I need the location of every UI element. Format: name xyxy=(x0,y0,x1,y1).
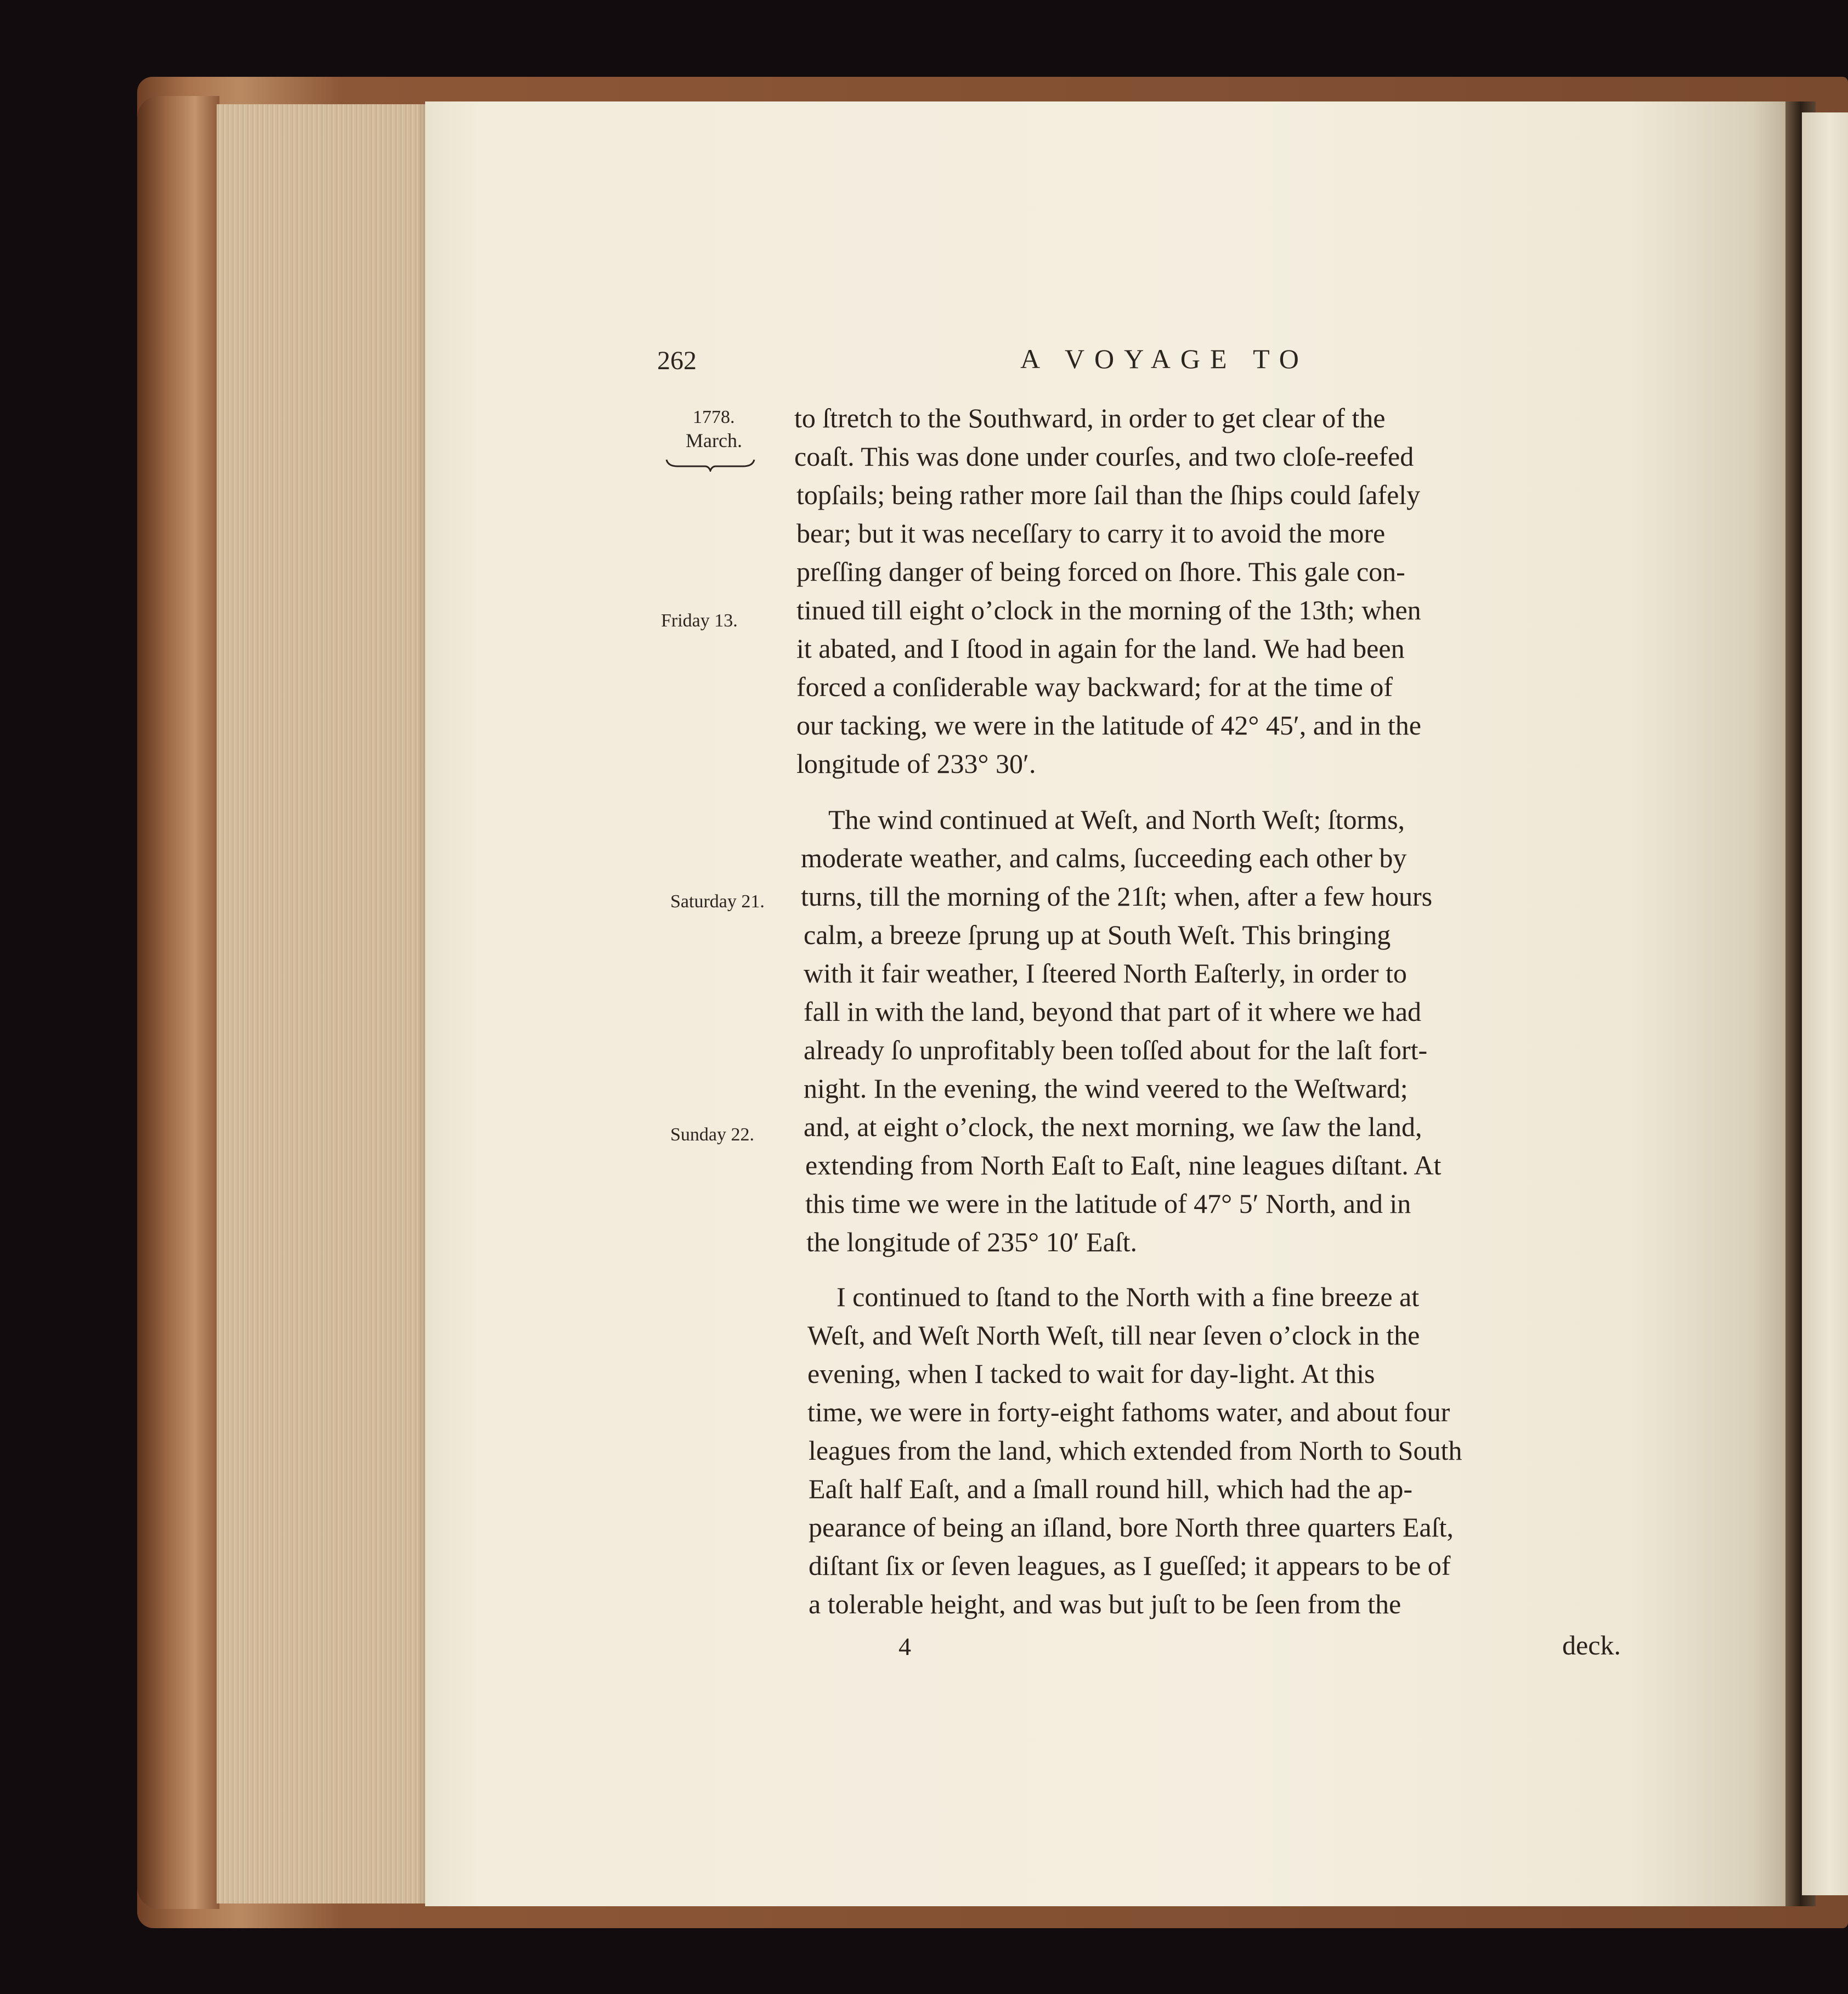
text-line: pearance of being an iſland, bore North three quarters Eaſt, xyxy=(809,1512,1454,1543)
text-line: with it fair weather, I ſteered North Eaſterly, in order to xyxy=(804,958,1407,988)
text-line: evening, when I tacked to wait for day-light. At this xyxy=(807,1358,1375,1389)
text-line: the longitude of 235° 10′ Eaſt. xyxy=(806,1227,1138,1257)
running-head: A VOYAGE TO xyxy=(1020,343,1309,374)
page-edges xyxy=(217,104,428,1903)
catchword: deck. xyxy=(1562,1630,1621,1660)
text-line: a tolerable height, and was but juſt to be ſeen from the xyxy=(809,1589,1401,1619)
margin-month: March. xyxy=(686,430,742,451)
text-line: leagues from the land, which extended from North to South xyxy=(809,1435,1462,1466)
text-line: time, we were in forty-eight fathoms water, and about four xyxy=(807,1397,1450,1427)
text-line: tinued till eight o’clock in the morning of the 13th; when xyxy=(796,595,1421,625)
text-line: turns, till the morning of the 21ſt; when, after a few hours xyxy=(801,881,1433,912)
signature-mark: 4 xyxy=(898,1633,911,1660)
margin-friday: Friday 13. xyxy=(661,611,738,631)
text-line: The wind continued at Weſt, and North Weſt; ſtorms, xyxy=(828,804,1405,835)
text-line: I continued to ſtand to the North with a fine breeze at xyxy=(837,1281,1420,1312)
text-line: topſails; being rather more ſail than the ſhips could ſafely xyxy=(796,479,1421,510)
text-line: to ſtretch to the Southward, in order to get clear of the xyxy=(794,403,1386,433)
text-line: preſſing danger of being forced on ſhore. This gale con- xyxy=(796,556,1405,587)
text-line: calm, a breeze ſprung up at South Weſt. This bringing xyxy=(804,919,1391,950)
margin-sunday: Sunday 22. xyxy=(670,1125,754,1145)
text-line: this time we were in the latitude of 47° 5′ North, and in xyxy=(805,1188,1411,1219)
text-line: coaſt. This was done under courſes, and two cloſe-reefed xyxy=(794,441,1414,472)
text-line: our tacking, we were in the latitude of 42° 45′, and in the xyxy=(796,710,1421,741)
cover-spine-edge xyxy=(137,96,219,1909)
text-line: diſtant ſix or ſeven leagues, as I gueſſed; it appears to be of xyxy=(809,1550,1451,1581)
text-line: night. In the evening, the wind veered to the Weſtward; xyxy=(804,1073,1408,1104)
margin-saturday: Saturday 21. xyxy=(670,891,765,912)
text-line: it abated, and I ſtood in again for the land. We had been xyxy=(796,633,1405,664)
text-line: moderate weather, and calms, ſucceeding each other by xyxy=(801,843,1407,873)
page-number: 262 xyxy=(657,346,697,375)
text-line: extending from North Eaſt to Eaſt, nine leagues diſtant. At xyxy=(805,1150,1442,1180)
text-line: Eaſt half Eaſt, and a ſmall round hill, which had the ap- xyxy=(809,1473,1413,1504)
text-line: bear; but it was neceſſary to carry it to avoid the more xyxy=(796,518,1386,549)
margin-year: 1778. xyxy=(693,407,735,427)
text-line: longitude of 233° 30′. xyxy=(796,748,1036,779)
text-line: forced a conſiderable way backward; for at the time of xyxy=(796,671,1393,702)
text-line: already ſo unprofitably been toſſed about for the laſt fort- xyxy=(804,1035,1428,1065)
margin-brace xyxy=(664,455,757,472)
text-line: Weſt, and Weſt North Weſt, till near ſeven o’clock in the xyxy=(807,1320,1420,1351)
facing-page-edge xyxy=(1802,112,1848,1895)
text-line: and, at eight o’clock, the next morning, we ſaw the land, xyxy=(804,1111,1422,1142)
text-line: fall in with the land, beyond that part of it where we had xyxy=(804,996,1422,1027)
